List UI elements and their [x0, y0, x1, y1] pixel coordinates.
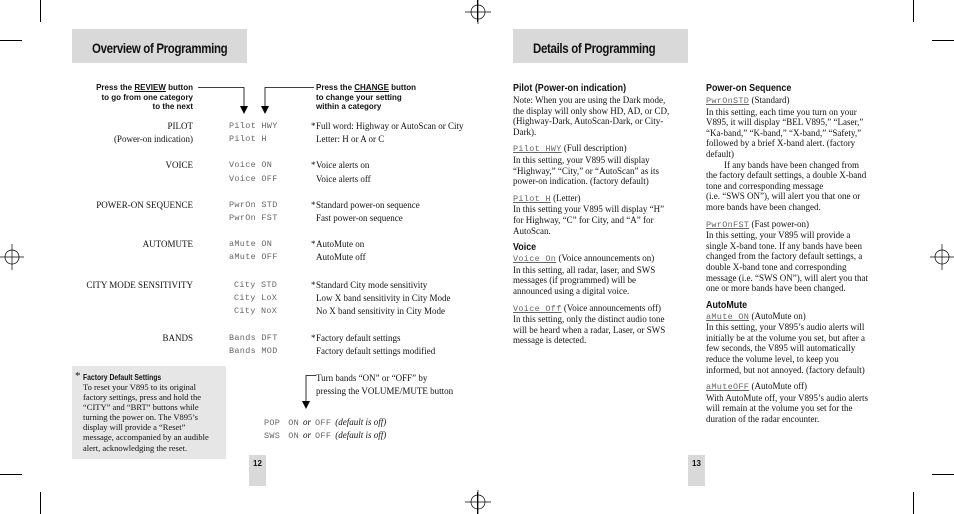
- display-voice-off: Voice OFF: [229, 174, 278, 184]
- display-city-lox: City LoX: [234, 293, 278, 303]
- review-instruction: Press the REVIEW button to go from one category to the next: [96, 83, 193, 111]
- crop-mark: [0, 474, 22, 475]
- automute-heading: AutoMute: [706, 298, 748, 311]
- default-star: *: [311, 280, 316, 290]
- display-city-nox: City NoX: [234, 306, 278, 316]
- registration-mark-icon: [463, 0, 493, 26]
- display-city-std: City STD: [234, 280, 278, 290]
- display-bands-mod: Bands MOD: [229, 346, 278, 356]
- change-instruction: Press the CHANGE button to change your setting within a category: [316, 83, 417, 111]
- default-star: *: [311, 333, 316, 343]
- default-star: *: [311, 121, 316, 131]
- crop-mark: [40, 492, 41, 514]
- pwron-std-block: PwrOnSTD (Standard) In this setting, each time you turn on your V895, it will display “BEL V895,” “Laser,” “Ka-band,” “K-band,” “X-band,” “Safety,” followed by a brief X-band alert. (factory default) If any bands have been changed from the factory default settings, a double X-band tone and corresponding message (i.e. “SWS ON”), will alert you that one or more bands have been changed.: [706, 95, 867, 212]
- setting-description: Factory default settings: [316, 333, 401, 343]
- voice-off-block: Voice Off (Voice announcements off) In this setting, only the distinct audio tone will be heard when a radar, Laser, or SWS message is detected.: [513, 302, 666, 346]
- category-bands: BANDS: [162, 333, 193, 343]
- default-star: *: [311, 239, 316, 249]
- factory-default-note: [72, 366, 226, 459]
- factory-note-body: To reset your V895 to its original factory settings, press and hold the “CITY” and “BRT” buttons while turning the power on. The V895’s display will provide a “Reset” message, accompanied by an audible alert, acknowledging the reset.: [83, 382, 209, 453]
- display-pilot-h: Pilot H: [229, 134, 267, 144]
- left-page-title: Overview of Programming: [92, 40, 228, 56]
- setting-description: Fast power-on sequence: [316, 213, 403, 223]
- automute-off-block: aMuteOFF (AutoMute off) With AutoMute off, your V895’s audio alerts will remain at the volume you set for the duration of the radar encounter.: [706, 381, 869, 425]
- factory-note-heading: Factory Default Settings: [83, 373, 162, 382]
- display-pwron-fst: PwrOn FST: [229, 213, 278, 223]
- details-column-1: [513, 82, 693, 346]
- voice-heading: Voice: [513, 241, 537, 254]
- category-city-mode: CITY MODE SENSITIVITY: [86, 280, 193, 290]
- change-arrow-icon: [258, 86, 318, 116]
- pilot-note: Note: When you are using the Dark mode, the display will only show HD, AD, or CD, (Highway-Dark, AutoScan-Dark, or City- Dark).: [513, 95, 670, 137]
- registration-mark-icon: [0, 242, 26, 272]
- setting-description: AutoMute on: [316, 239, 365, 249]
- crop-mark: [40, 0, 41, 22]
- bands-arrow-icon: [298, 374, 318, 414]
- left-page-header: [72, 29, 247, 63]
- display-amute-on: aMute ON: [229, 239, 273, 249]
- setting-description: Voice alerts off: [316, 174, 371, 184]
- automute-on-block: aMute ON (AutoMute on) In this setting, your V895’s audio alerts will initially be at the volume you set, but after a few seconds, the V895 will automatically reduce the volume level, to keep you informed, but not annoyed. (factory default): [706, 310, 865, 375]
- power-on-heading: Power-on Sequence: [706, 82, 792, 94]
- category-automute: AUTOMUTE: [142, 239, 193, 249]
- setting-description: Letter: H or A or C: [316, 134, 385, 144]
- pop-setting: POP ON or OFF (default is off): [264, 417, 387, 428]
- page-number: 12: [249, 455, 266, 486]
- display-amute-off: aMute OFF: [229, 252, 278, 262]
- setting-description: No X band sensitivity in City Mode: [316, 306, 445, 316]
- pilot-hwy-block: Pilot HWY (Full description) In this setting, your V895 will display “Highway,” “City,” or “AutoScan” as its power-on indication. (factory default): [513, 143, 660, 187]
- details-column-2: [706, 82, 896, 425]
- registration-mark-icon: [463, 488, 493, 514]
- page-number: 13: [688, 455, 705, 486]
- display-voice-on: Voice ON: [229, 160, 273, 170]
- note-star: *: [75, 370, 81, 382]
- setting-description: Factory default settings modified: [316, 346, 436, 356]
- turn-bands-instruction: Turn bands “ON” or “OFF” by pressing the VOLUME/MUTE button: [316, 373, 454, 396]
- registration-mark-icon: [928, 242, 954, 272]
- crop-mark: [932, 474, 954, 475]
- setting-description: Low X band sensitivity in City Mode: [316, 293, 451, 303]
- pilot-heading: Pilot (Power-on indication): [513, 82, 627, 94]
- right-page-header: [513, 29, 688, 63]
- sws-setting: SWS ON or OFF (default is off): [264, 430, 387, 441]
- default-star: *: [311, 200, 316, 210]
- category-voice: VOICE: [165, 160, 193, 170]
- category-pilot: PILOT (Power-on indication): [113, 121, 193, 144]
- default-star: *: [311, 160, 316, 170]
- display-pilot-hwy: Pilot HWY: [229, 121, 278, 131]
- setting-description: Voice alerts on: [316, 160, 370, 170]
- setting-description: Standard City mode sensitivity: [316, 280, 428, 290]
- setting-description: Standard power-on sequence: [316, 200, 420, 210]
- right-page-title: Details of Programming: [533, 40, 656, 56]
- pilot-h-block: Pilot H (Letter) In this setting your V895 will display “H” for Highway, “C” for City, and “A” for AutoScan.: [513, 192, 665, 236]
- voice-on-block: Voice On (Voice announcements on) In this setting, all radar, laser, and SWS messages (if programmed) will be announced using a digital voice.: [513, 253, 656, 296]
- crop-mark: [913, 0, 914, 22]
- crop-mark: [932, 40, 954, 41]
- pwron-fst-block: PwrOnFST (Fast power-on) In this setting, your V895 will provide a single X-band tone. If any bands have been changed from the factory default settings, a double X-band tone and corresponding message (i.e. “SWS ON”), will alert you that one or more bands have been changed.: [706, 218, 868, 294]
- review-arrow-icon: [198, 86, 258, 116]
- display-bands-dft: Bands DFT: [229, 333, 278, 343]
- display-pwron-std: PwrOn STD: [229, 200, 278, 210]
- category-power-on-sequence: POWER-ON SEQUENCE: [96, 200, 193, 210]
- crop-mark: [913, 492, 914, 514]
- crop-mark: [0, 40, 22, 41]
- setting-description: Full word: Highway or AutoScan or City: [316, 121, 464, 131]
- setting-description: AutoMute off: [316, 252, 366, 262]
